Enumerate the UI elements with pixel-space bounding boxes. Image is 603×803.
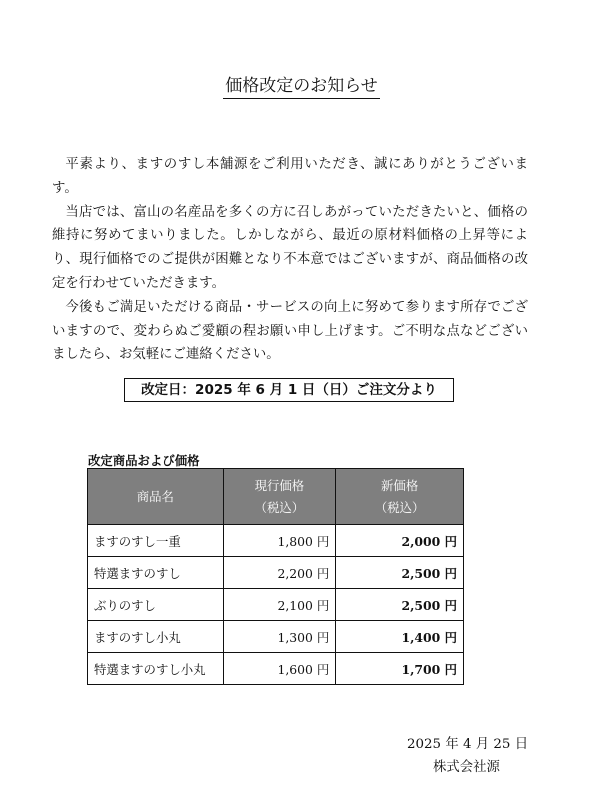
table-caption: 改定商品および価格 bbox=[88, 453, 200, 468]
page-title-text: 価格改定のお知らせ bbox=[223, 76, 380, 99]
header-product-label: 商品名 bbox=[136, 488, 174, 504]
table-row bbox=[88, 653, 464, 685]
header-new-price-label: 新価格 bbox=[381, 477, 419, 493]
new-price: 2,500 円 bbox=[336, 589, 464, 621]
notice-paragraph: 当店では、富山の名産品を多くの方に召しあがっていただきたいと、価格の維持に努めてまいりました。しかしながら、最近の原材料価格の上昇等により、現行価格でのご提供が困難となり不本意ではございますが、商品価格の改定を行わせていただきます。 bbox=[52, 204, 528, 291]
product-name: 特選ますのすし bbox=[88, 557, 224, 589]
header-current-price-label: 現行価格 bbox=[254, 477, 305, 493]
table-header-row bbox=[88, 469, 464, 525]
table-row bbox=[88, 589, 464, 621]
new-price: 2,500 円 bbox=[336, 557, 464, 589]
product-name: ますのすし一重 bbox=[88, 525, 224, 557]
price-table bbox=[87, 468, 464, 685]
product-name: ますのすし小丸 bbox=[88, 621, 224, 653]
table-row bbox=[88, 621, 464, 653]
table-row bbox=[88, 557, 464, 589]
current-price: 2,100 円 bbox=[223, 589, 336, 621]
new-price: 1,400 円 bbox=[336, 621, 464, 653]
page-title bbox=[0, 75, 603, 97]
notice-paragraph: 今後もご満足いただける商品・サービスの向上に努めて参ります所存でございますので、変わらぬご愛顧の程お願い申し上げます。ご不明な点などございましたら、お気軽にご連絡ください。 bbox=[52, 299, 528, 363]
header-product bbox=[88, 469, 224, 525]
new-price: 2,000 円 bbox=[336, 525, 464, 557]
issue-date: 2025 年 4 月 25 日 bbox=[407, 737, 529, 752]
product-name: 特選ますのすし小丸 bbox=[88, 653, 224, 685]
current-price: 1,800 円 bbox=[223, 525, 336, 557]
header-current-price-tax: （税込） bbox=[254, 499, 305, 515]
table-row bbox=[88, 525, 464, 557]
current-price: 1,300 円 bbox=[223, 621, 336, 653]
current-price: 1,600 円 bbox=[223, 653, 336, 685]
header-new-price bbox=[336, 469, 464, 525]
notice-paragraph: 平素より、ますのすし本舗源をご利用いただき、誠にありがとうございます。 bbox=[52, 157, 528, 196]
notice-body bbox=[52, 153, 528, 367]
product-name: ぶりのすし bbox=[88, 589, 224, 621]
header-current-price bbox=[223, 469, 336, 525]
current-price: 2,200 円 bbox=[223, 557, 336, 589]
company-name: 株式会社源 bbox=[433, 760, 500, 775]
new-price: 1,700 円 bbox=[336, 653, 464, 685]
header-new-price-tax: （税込） bbox=[374, 499, 425, 515]
revision-date-box: 改定日：2025 年 6 月 1 日（日）ご注文分より bbox=[124, 378, 454, 402]
